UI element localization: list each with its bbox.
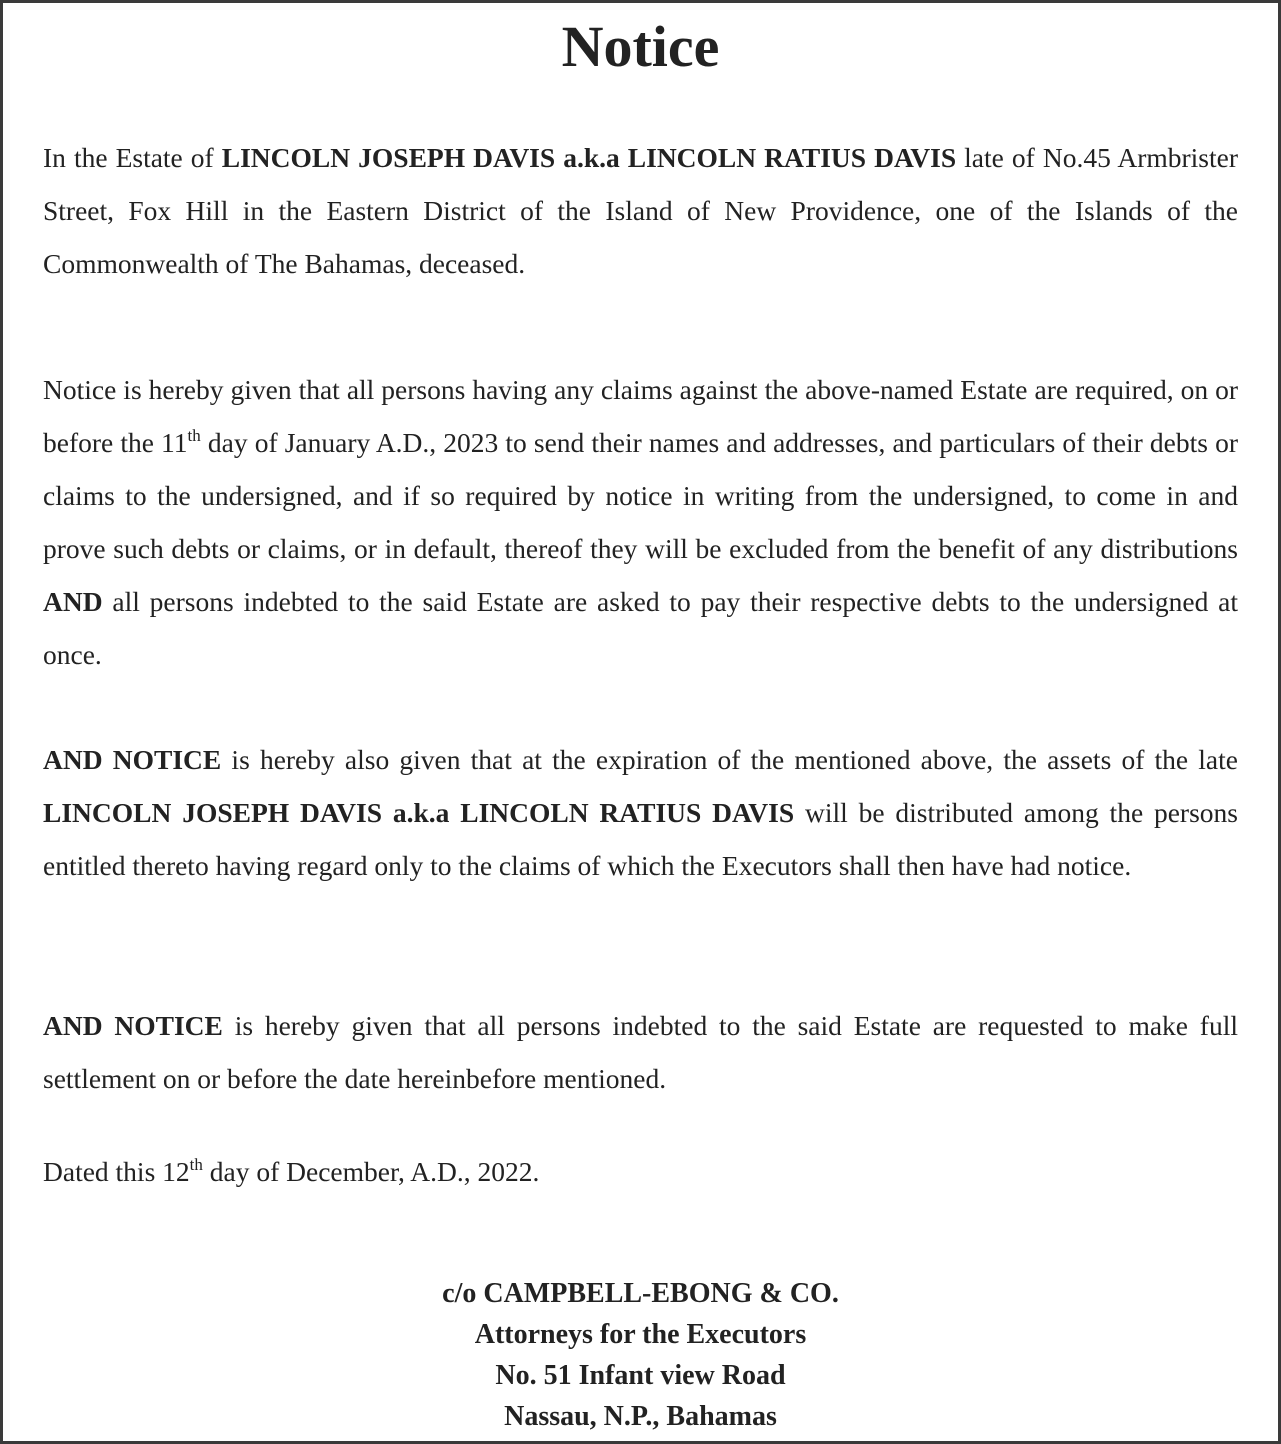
settlement-lead: AND NOTICE (43, 1010, 223, 1041)
estate-prefix: In the Estate of (43, 142, 222, 173)
signature-address: No. 51 Infant view Road (495, 1360, 786, 1391)
distribution-text-1: is hereby also given that at the expiration of the mentioned above, the assets of the late (221, 744, 1238, 775)
dated-suffix: day of December, A.D., 2022. (202, 1156, 540, 1187)
settlement-paragraph (43, 999, 1238, 1105)
dated-prefix: Dated this 12 (43, 1156, 190, 1187)
signature-firm: c/o CAMPBELL-EBONG & CO. (442, 1278, 839, 1309)
claims-ordinal: th (187, 426, 201, 445)
distribution-paragraph (43, 733, 1238, 892)
deceased-name: LINCOLN JOSEPH DAVIS a.k.a LINCOLN RATIUS DAVIS (221, 142, 957, 173)
signature-block (3, 1273, 1278, 1437)
claims-text-2: day of January A.D., 2023 to send their names and addresses, and particulars of their debts or claims to the undersigned, and if so required by notice in writing from the undersigned, to come in and prove such debts or claims, or in default, thereof they will be excluded from the benefit of any distributions (43, 427, 1239, 564)
claims-text-3: all persons indebted to the said Estate are asked to pay their respective debts to the undersigned at once. (43, 586, 1238, 670)
estate-suffix: late of No.45 Armbrister Street, Fox Hill in the Eastern District of the Island of New Providence, one of the Islands of the Commonwealth of The Bahamas, deceased. (43, 142, 1238, 279)
settlement-text: is hereby given that all persons indebted to the said Estate are requested to make full settlement on or before the date hereinbefore mentioned. (43, 1010, 1238, 1094)
signature-city: Nassau, N.P., Bahamas (504, 1401, 777, 1432)
dated-line (43, 1145, 1238, 1198)
claims-and: AND (43, 586, 103, 617)
dated-ordinal: th (189, 1155, 203, 1174)
distribution-lead: AND NOTICE (43, 744, 222, 775)
claims-paragraph (43, 363, 1238, 681)
signature-role: Attorneys for the Executors (474, 1319, 807, 1350)
notice-title: Notice (561, 14, 720, 79)
claims-text-1: Notice is hereby given that all persons having any claims against the above-named Estate are required, on or before the 11 (43, 374, 1238, 458)
distribution-deceased-name: LINCOLN JOSEPH DAVIS a.k.a LINCOLN RATIUS DAVIS (43, 797, 795, 828)
estate-paragraph (43, 131, 1238, 290)
distribution-text-2: will be distributed among the persons entitled thereto having regard only to the claims of which the Executors shall then have had notice. (43, 797, 1238, 881)
